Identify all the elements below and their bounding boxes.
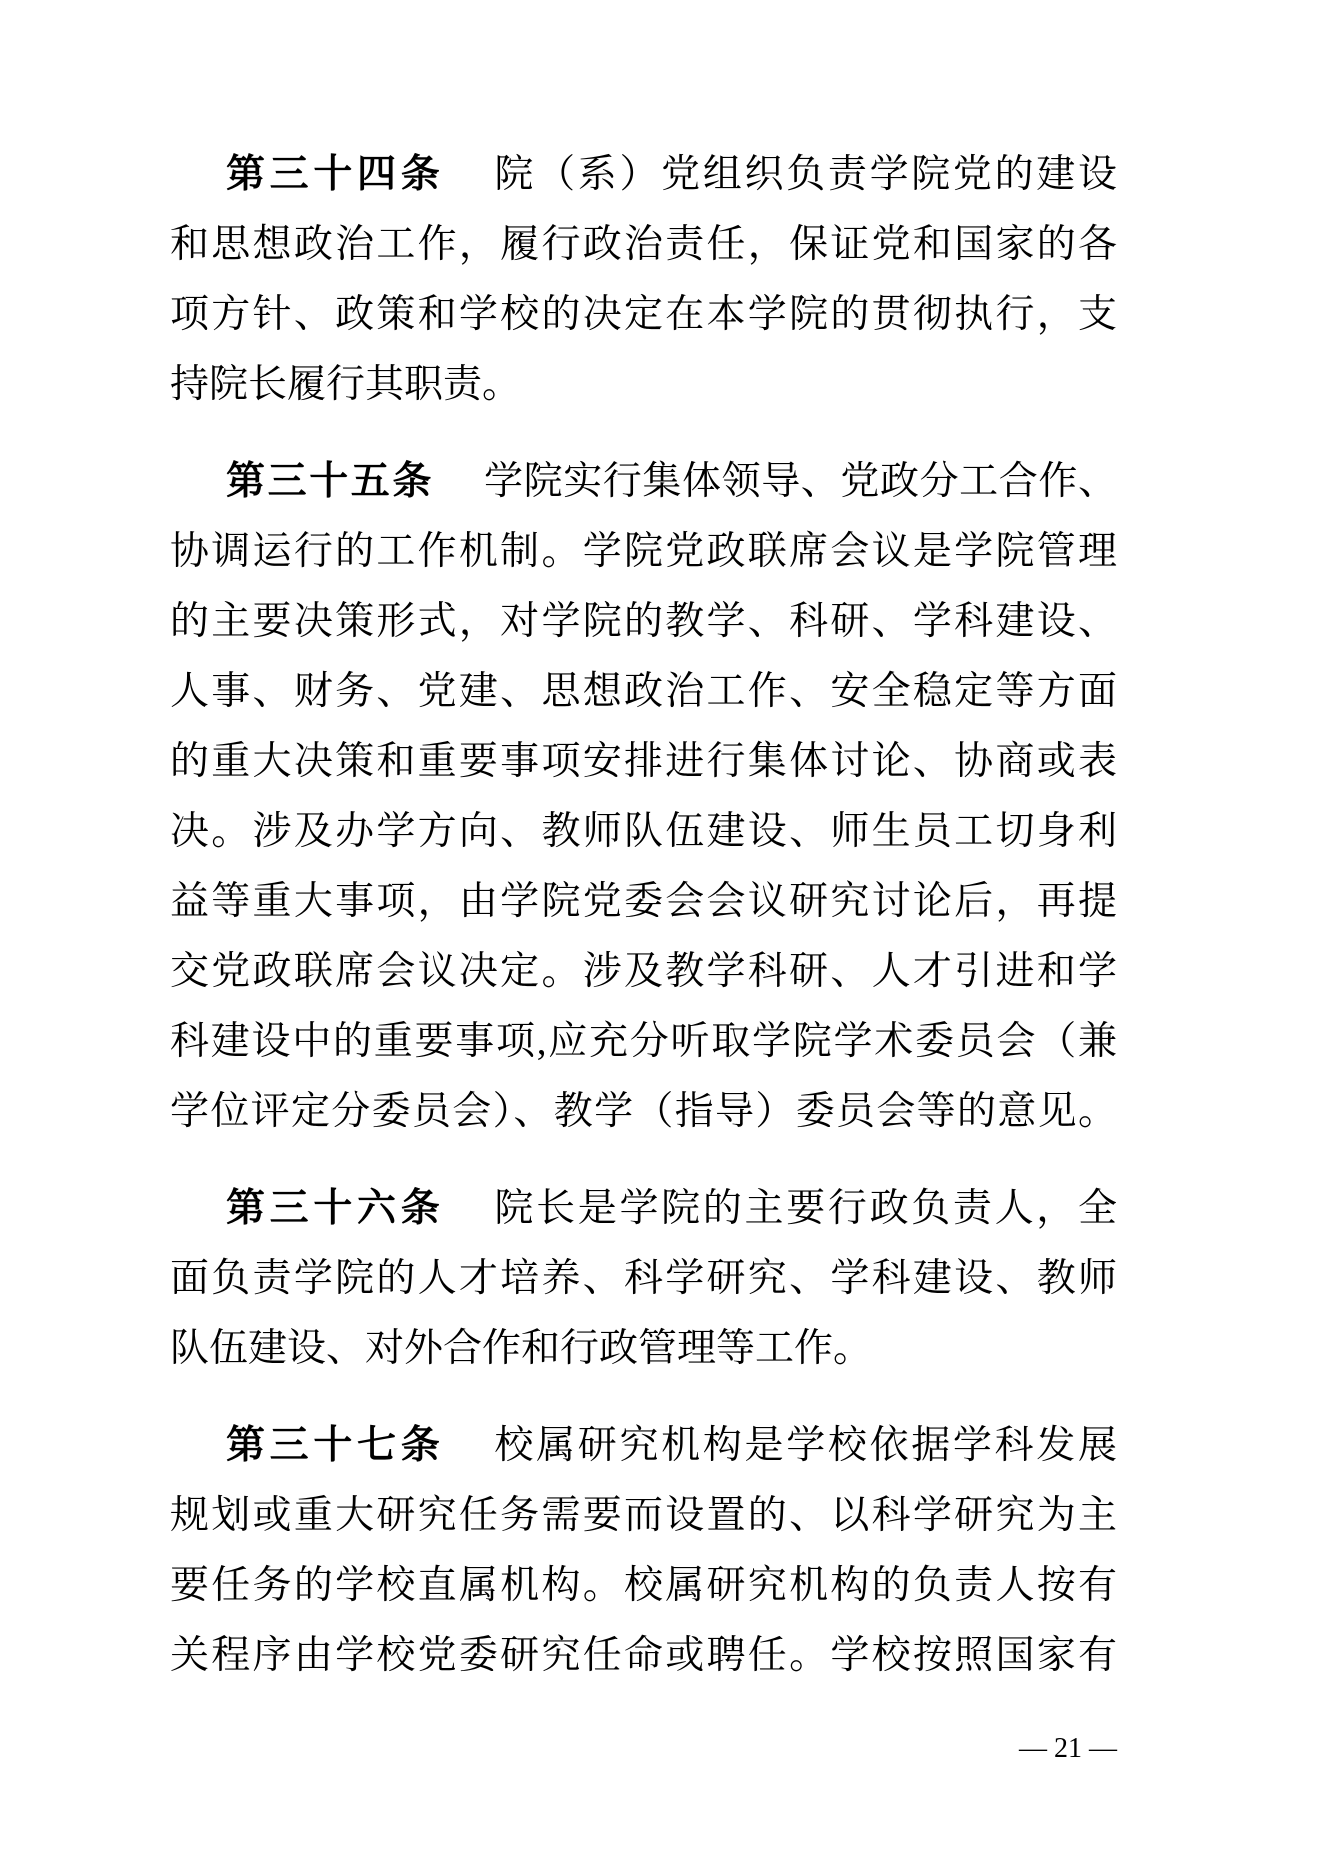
text-line [170, 447, 1117, 517]
article-paragraph-35 [170, 447, 1117, 1147]
article-paragraph-36 [170, 1174, 1117, 1384]
text-line: 持院长履行其职责。 [170, 363, 522, 406]
article-number: 第三十七条 [226, 1424, 445, 1467]
text-line: 决。涉及办学方向、教师队伍建设、师生员工切身利 [170, 810, 1117, 853]
article-paragraph-34 [170, 140, 1117, 420]
text-line: 和思想政治工作，履行政治责任，保证党和国家的各 [170, 223, 1117, 266]
text-line: 队伍建设、对外合作和行政管理等工作。 [170, 1327, 873, 1370]
text-line-content: 院（系）党组织负责学院党的建设 [494, 153, 1117, 196]
text-line: 的重大决策和重要事项安排进行集体讨论、协商或表 [170, 740, 1117, 783]
article-number: 第三十六条 [226, 1187, 445, 1230]
text-line: 规划或重大研究任务需要而设置的、以科学研究为主 [170, 1494, 1117, 1537]
text-line: 科建设中的重要事项,应充分听取学院学术委员会（兼 [170, 1020, 1117, 1063]
article-number: 第三十五条 [226, 460, 434, 503]
text-line: 面负责学院的人才培养、科学研究、学科建设、教师 [170, 1257, 1117, 1300]
text-line-content: 院长是学院的主要行政负责人，全 [494, 1187, 1117, 1230]
text-line [170, 140, 1117, 210]
text-line: 交党政联席会议决定。涉及教学科研、人才引进和学 [170, 950, 1117, 993]
article-paragraph-37 [170, 1411, 1117, 1691]
text-line: 人事、财务、党建、思想政治工作、安全稳定等方面 [170, 670, 1117, 713]
text-line: 项方针、政策和学校的决定在本学院的贯彻执行，支 [170, 293, 1117, 336]
document-body [170, 140, 1117, 1691]
text-line: 要任务的学校直属机构。校属研究机构的负责人按有 [170, 1564, 1117, 1607]
text-line: 的主要决策形式，对学院的教学、科研、学科建设、 [170, 600, 1117, 643]
text-line [170, 1174, 1117, 1244]
text-line: 学位评定分委员会）、教学（指导）委员会等的意见。 [170, 1090, 1117, 1133]
text-line: 协调运行的工作机制。学院党政联席会议是学院管理 [170, 530, 1117, 573]
article-number: 第三十四条 [226, 153, 445, 196]
text-line: 关程序由学校党委研究任命或聘任。学校按照国家有 [170, 1634, 1117, 1677]
text-line-content: 校属研究机构是学校依据学科发展 [494, 1424, 1117, 1467]
text-line-content: 学院实行集体领导、党政分工合作、 [484, 460, 1117, 503]
text-line [170, 1411, 1117, 1481]
page-number: — 21 — [1019, 1733, 1117, 1764]
text-line: 益等重大事项，由学院党委会会议研究讨论后，再提 [170, 880, 1117, 923]
